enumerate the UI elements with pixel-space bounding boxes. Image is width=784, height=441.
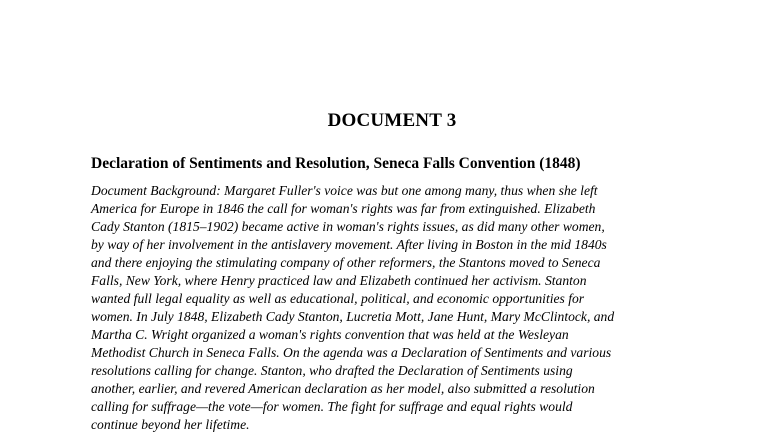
- background-line: Methodist Church in Seneca Falls. On the agenda was a Declaration of Sentiments and various: [91, 345, 612, 360]
- background-line: Martha C. Wright organized a woman's rights convention that was held at the Wesleyan: [91, 327, 569, 342]
- background-line: Falls, New York, where Henry practiced law and Elizabeth continued her activism. Stanton: [91, 273, 587, 288]
- background-line: America for Europe in 1846 the call for woman's rights was far from extinguished. Elizabeth: [91, 201, 596, 216]
- background-line: continue beyond her lifetime.: [91, 417, 250, 432]
- background-line: Cady Stanton (1815–1902) became active in woman's rights issues, as did many other women,: [91, 219, 605, 234]
- background-line: Document Background: Margaret Fuller's voice was but one among many, thus when she left: [91, 183, 598, 198]
- background-line: another, earlier, and revered American declaration as her model, also submitted a resolution: [91, 381, 595, 396]
- background-line: and there enjoying the stimulating company of other reformers, the Stantons moved to Seneca: [91, 255, 601, 270]
- background-line: resolutions calling for change. Stanton, who drafted the Declaration of Sentiments using: [91, 363, 573, 378]
- document-title: Declaration of Sentiments and Resolution, Seneca Falls Convention (1848): [91, 155, 581, 172]
- document-background-paragraph: [91, 182, 701, 434]
- background-line: women. In July 1848, Elizabeth Cady Stanton, Lucretia Mott, Jane Hunt, Mary McClintock, and: [91, 309, 615, 324]
- background-line: wanted full legal equality as well as educational, political, and economic opportunities for: [91, 291, 585, 306]
- background-line: by way of her involvement in the antislavery movement. After living in Boston in the mid 1840s: [91, 237, 607, 252]
- document-heading: DOCUMENT 3: [327, 110, 457, 131]
- background-line: calling for suffrage—the vote—for women. The fight for suffrage and equal rights would: [91, 399, 573, 414]
